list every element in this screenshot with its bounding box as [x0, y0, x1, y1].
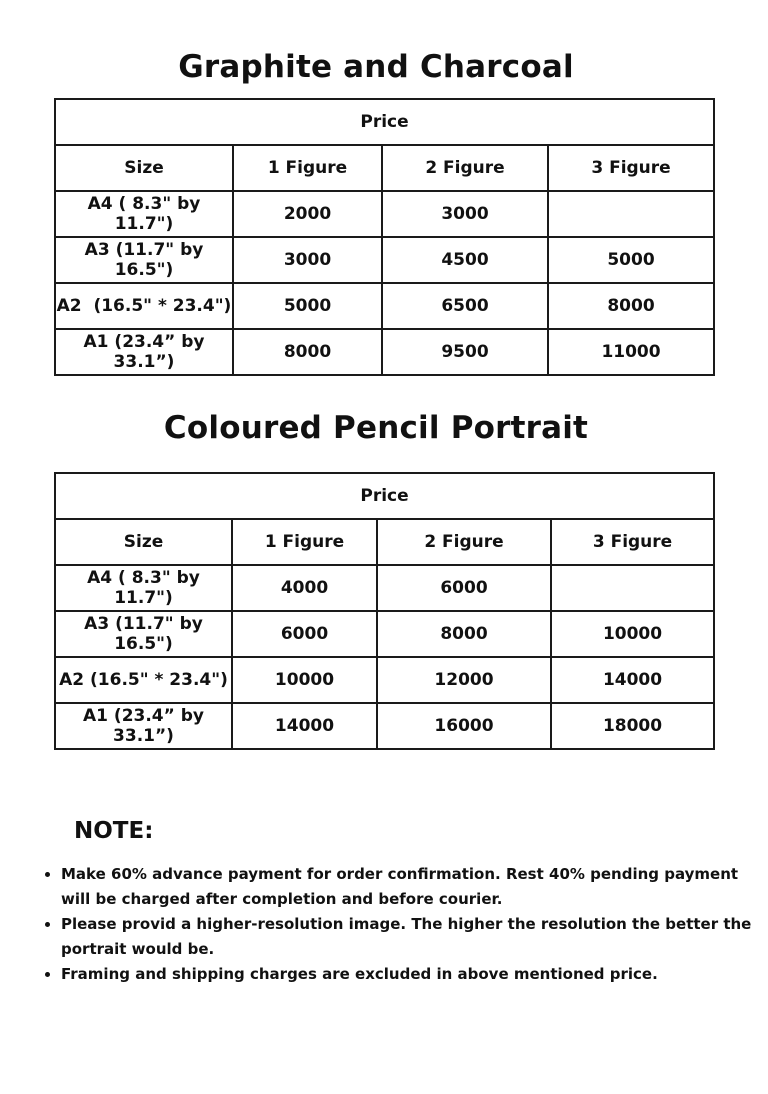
- table-header-row: [55, 473, 714, 519]
- price-cell: 8000: [377, 611, 551, 657]
- price-cell: 16000: [377, 703, 551, 749]
- price-cell: 5000: [548, 237, 714, 283]
- note-item: • Framing and shipping charges are excluded in above mentioned price.: [61, 962, 761, 987]
- size-cell: A1 (23.4” by 33.1”): [55, 329, 233, 375]
- price-cell: 6000: [377, 565, 551, 611]
- price-cell: 3000: [382, 191, 548, 237]
- column-header-size: Size: [55, 519, 232, 565]
- size-cell: A2 (16.5" * 23.4"): [55, 657, 232, 703]
- column-header-2-figure: 2 Figure: [377, 519, 551, 565]
- price-cell: 4000: [232, 565, 377, 611]
- column-header-1-figure: 1 Figure: [232, 519, 377, 565]
- price-cell: 2000: [233, 191, 382, 237]
- size-cell: A1 (23.4” by 33.1”): [55, 703, 232, 749]
- price-cell: 14000: [551, 657, 714, 703]
- price-cell: 6500: [382, 283, 548, 329]
- price-cell: 10000: [551, 611, 714, 657]
- size-cell: A4 ( 8.3" by 11.7"): [55, 191, 233, 237]
- size-cell: A4 ( 8.3" by 11.7"): [55, 565, 232, 611]
- size-cell: A3 (11.7" by 16.5"): [55, 237, 233, 283]
- table-row: [55, 565, 714, 611]
- price-cell: 8000: [548, 283, 714, 329]
- table-row: [55, 191, 714, 237]
- table-row: [55, 329, 714, 375]
- price-cell: 3000: [233, 237, 382, 283]
- column-header-3-figure: 3 Figure: [551, 519, 714, 565]
- graphite-charcoal-price-table: [54, 98, 715, 376]
- price-cell: [551, 565, 714, 611]
- price-header: Price: [55, 99, 714, 145]
- table-column-headers: [55, 145, 714, 191]
- price-cell: 9500: [382, 329, 548, 375]
- note-list: [45, 862, 761, 987]
- note-item: • Make 60% advance payment for order confirmation. Rest 40% pending payment will be charged after completion and before courier.: [61, 862, 761, 912]
- size-cell: A2 (16.5" * 23.4"): [55, 283, 233, 329]
- table-row: [55, 237, 714, 283]
- table-column-headers: [55, 519, 714, 565]
- price-cell: [548, 191, 714, 237]
- column-header-1-figure: 1 Figure: [233, 145, 382, 191]
- column-header-3-figure: 3 Figure: [548, 145, 714, 191]
- table-header-row: [55, 99, 714, 145]
- graphite-charcoal-title: Graphite and Charcoal: [178, 49, 574, 85]
- price-cell: 5000: [233, 283, 382, 329]
- price-cell: 14000: [232, 703, 377, 749]
- price-cell: 6000: [232, 611, 377, 657]
- note-title: NOTE:: [74, 818, 154, 844]
- table-row: [55, 657, 714, 703]
- table-row: [55, 283, 714, 329]
- price-cell: 4500: [382, 237, 548, 283]
- price-cell: 18000: [551, 703, 714, 749]
- coloured-pencil-price-table: [54, 472, 715, 750]
- coloured-pencil-title: Coloured Pencil Portrait: [163, 410, 589, 446]
- size-cell: A3 (11.7" by 16.5"): [55, 611, 232, 657]
- price-cell: 12000: [377, 657, 551, 703]
- price-cell: 8000: [233, 329, 382, 375]
- price-cell: 10000: [232, 657, 377, 703]
- table-row: [55, 611, 714, 657]
- column-header-size: Size: [55, 145, 233, 191]
- column-header-2-figure: 2 Figure: [382, 145, 548, 191]
- table-row: [55, 703, 714, 749]
- note-item: • Please provid a higher-resolution image. The higher the resolution the better the portrait would be.: [61, 912, 761, 962]
- price-header: Price: [55, 473, 714, 519]
- price-cell: 11000: [548, 329, 714, 375]
